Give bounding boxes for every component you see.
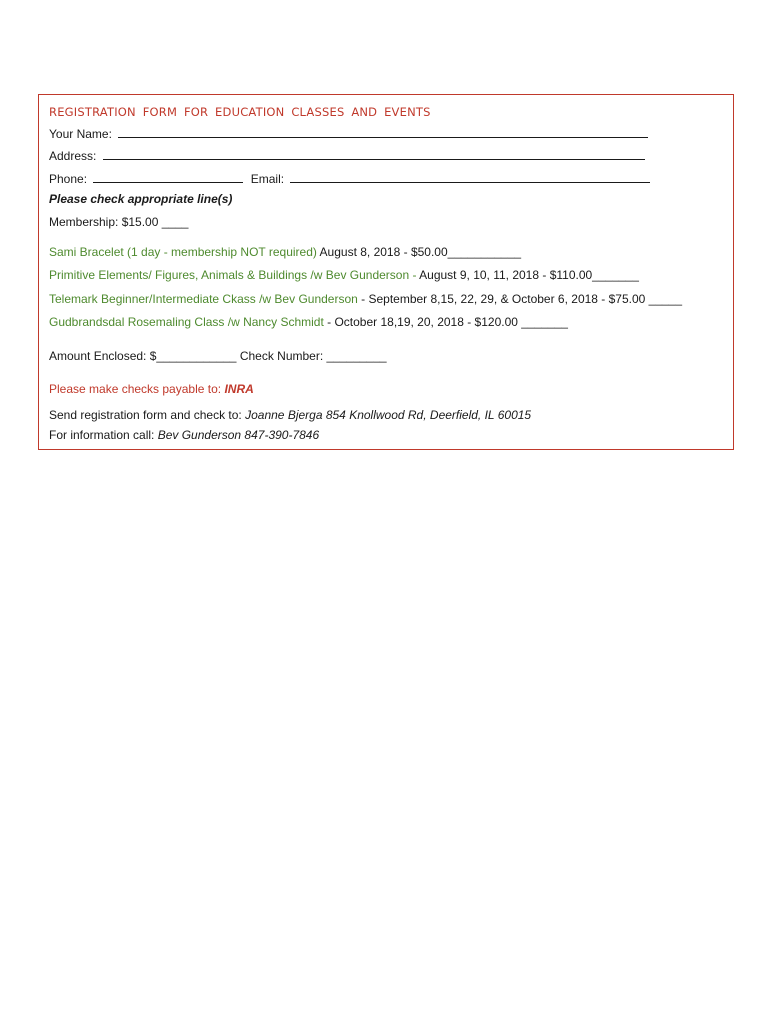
info-label: For information call: bbox=[49, 428, 158, 442]
class-details: - October 18,19, 20, 2018 - $120.00 _______ bbox=[323, 315, 568, 329]
email-label: Email: bbox=[250, 172, 285, 186]
payable-label: Please make checks payable to: bbox=[49, 382, 225, 396]
registration-form bbox=[38, 94, 734, 450]
info-contact: Bev Gunderson 847-390-7846 bbox=[157, 428, 320, 442]
info-line bbox=[49, 428, 319, 442]
send-label: Send registration form and check to: bbox=[49, 408, 246, 422]
class-name: Gudbrandsdal Rosemaling Class /w Nancy Schmidt bbox=[49, 315, 324, 329]
send-address: Joanne Bjerga 854 Knollwood Rd, Deerfield, IL 60015 bbox=[245, 408, 532, 422]
class-name: Primitive Elements/ Figures, Animals & Buildings /w Bev Gunderson - bbox=[49, 268, 420, 282]
check-instruction: Please check appropriate line(s) bbox=[49, 192, 233, 206]
name-label: Your Name: bbox=[49, 127, 112, 141]
phone-email-row bbox=[49, 171, 650, 186]
class-line[interactable] bbox=[49, 245, 521, 259]
class-line[interactable] bbox=[49, 315, 568, 329]
email-field[interactable] bbox=[290, 171, 650, 183]
class-details: August 9, 10, 11, 2018 - $110.00_______ bbox=[419, 268, 639, 282]
class-details: August 8, 2018 - $50.00___________ bbox=[316, 245, 522, 259]
form-title: REGISTRATION FORM FOR EDUCATION CLASSES AND EVENTS bbox=[49, 105, 431, 119]
class-name: Sami Bracelet (1 day - membership NOT required) bbox=[49, 245, 317, 259]
phone-field[interactable] bbox=[93, 171, 243, 183]
payable-to: INRA bbox=[224, 382, 254, 396]
payable-line bbox=[49, 382, 254, 396]
send-line bbox=[49, 408, 531, 422]
class-line[interactable] bbox=[49, 268, 639, 282]
address-label: Address: bbox=[49, 149, 97, 163]
class-name: Telemark Beginner/Intermediate Ckass /w Bev Gunderson bbox=[49, 292, 358, 306]
amount-line[interactable]: Amount Enclosed: $____________ Check Number: _________ bbox=[49, 349, 387, 363]
class-line[interactable] bbox=[49, 292, 682, 306]
membership-line[interactable]: Membership: $15.00 ____ bbox=[49, 215, 189, 229]
address-field[interactable] bbox=[103, 148, 645, 160]
class-details: - September 8,15, 22, 29, & October 6, 2018 - $75.00 _____ bbox=[357, 292, 683, 306]
name-row bbox=[49, 126, 648, 141]
phone-label: Phone: bbox=[49, 172, 88, 186]
address-row bbox=[49, 148, 645, 163]
name-field[interactable] bbox=[118, 126, 648, 138]
